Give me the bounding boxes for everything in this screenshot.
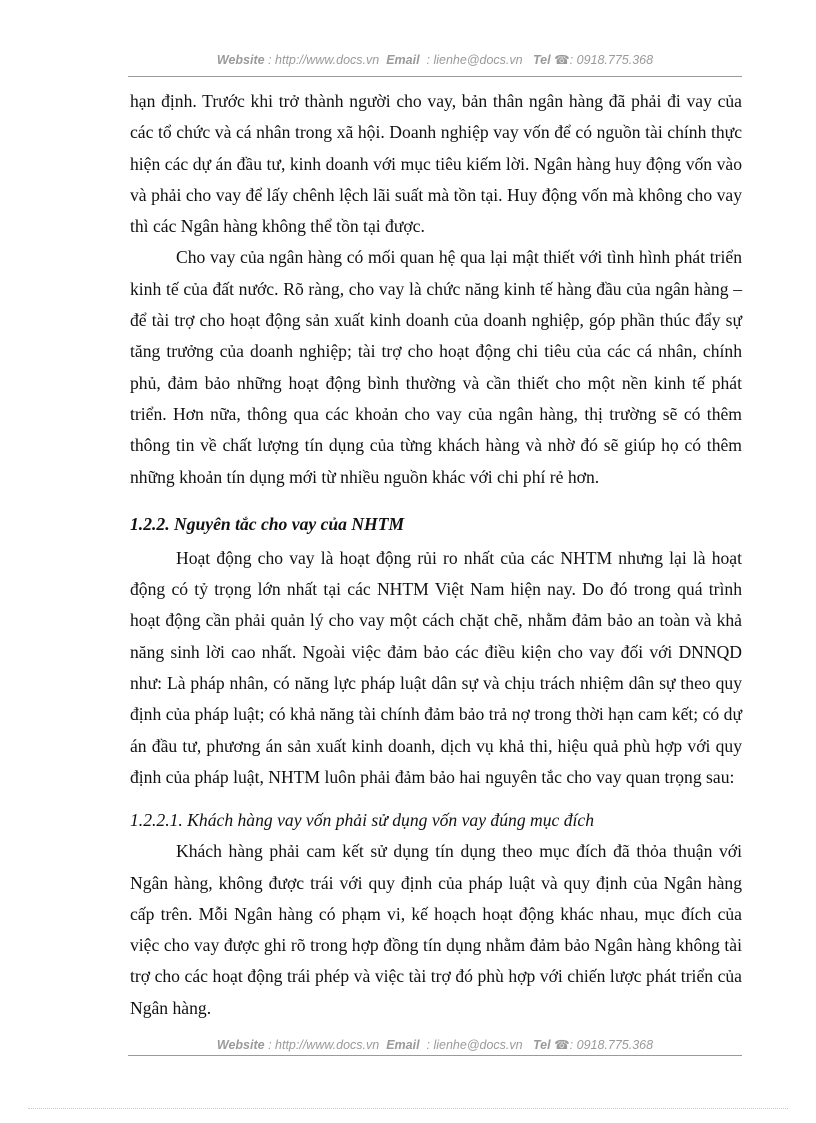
page-bottom-dotted-divider [28,1108,788,1109]
tel-value: ☎: 0918.775.368 [554,53,654,67]
website-label: Website [216,53,265,67]
page-footer [128,1037,742,1052]
footer-website-value: : http://www.docs.vn [268,1038,380,1052]
tel-label: Tel [533,53,551,67]
page-body [130,86,742,1024]
header-divider [128,76,742,77]
paragraph-4: Khách hàng phải cam kết sử dụng tín dụng theo mục đích đã thỏa thuận với Ngân hàng, không được trái với quy định của pháp luật và quy định của Ngân hàng cấp trên. Mỗi Ngân hàng có phạm vi, kế hoạch hoạt động khác nhau, mục đích của việc cho vay được ghi rõ trong hợp đồng tín dụng nhằm đảm bảo Ngân hàng không tài trợ cho các hoạt động trái phép và việc tài trợ đó phù hợp với chiến lược phát triển của Ngân hàng. [130,841,742,1018]
website-value: : http://www.docs.vn [268,53,380,67]
email-value: : lienhe@docs.vn [426,53,523,67]
subsection-heading-1-2-2-1: 1.2.2.1. Khách hàng vay vốn phải sử dụng vốn vay đúng mục đích [130,810,595,831]
footer-website-label: Website [216,1038,265,1052]
page-header [128,52,742,67]
email-label: Email [386,53,420,67]
footer-tel-label: Tel [533,1038,551,1052]
paragraph-2: Cho vay của ngân hàng có mối quan hệ qua lại mật thiết với tình hình phát triển kinh tế của đất nước. Rõ ràng, cho vay là chức năng kinh tế hàng đầu của ngân hàng – để tài trợ cho hoạt động sản xuất kinh doanh của doanh nghiệp, góp phần thúc đẩy sự tăng trưởng của doanh nghiệp; tài trợ cho hoạt động chi tiêu của các cá nhân, chính phủ, đảm bảo những hoạt động bình thường và cần thiết cho một nền kinh tế phát triển. Hơn nữa, thông qua các khoản cho vay của ngân hàng, thị trường sẽ có thêm thông tin về chất lượng tín dụng của từng khách hàng và nhờ đó sẽ giúp họ có thêm những khoản tín dụng mới từ nhiều nguồn khác với chi phí rẻ hơn. [130,247,742,487]
section-heading-1-2-2: 1.2.2. Nguyên tắc cho vay của NHTM [130,513,405,534]
footer-divider [128,1055,742,1056]
paragraph-3: Hoạt động cho vay là hoạt động rủi ro nhất của các NHTM nhưng lại là hoạt động có tỷ trọng lớn nhất tại các NHTM Việt Nam hiện nay. Do đó trong quá trình hoạt động cần phải quản lý cho vay một cách chặt chẽ, nhằm đảm bảo an toàn và khả năng sinh lời cao nhất. Ngoài việc đảm bảo các điều kiện cho vay đối với DNNQD như: Là pháp nhân, có năng lực pháp luật dân sự và chịu trách nhiệm dân sự theo quy định của pháp luật; có khả năng tài chính đảm bảo trả nợ trong thời hạn cam kết; có dự án đầu tư, phương án sản xuất kinh doanh, dịch vụ khả thi, hiệu quả phù hợp với quy định của pháp luật, NHTM luôn phải đảm bảo hai nguyên tắc cho vay quan trọng sau: [130,547,742,787]
paragraph-1: hạn định. Trước khi trở thành người cho vay, bản thân ngân hàng đã phải đi vay của các tổ chức và cá nhân trong xã hội. Doanh nghiệp vay vốn để có nguồn tài chính thực hiện các dự án đầu tư, kinh doanh với mục tiêu kiếm lời. Ngân hàng huy động vốn vào và phải cho vay để lấy chênh lệch lãi suất mà tồn tại. Huy động vốn mà không cho vay thì các Ngân hàng không thể tồn tại được. [130,91,742,237]
footer-tel-value: ☎: 0918.775.368 [554,1038,654,1052]
footer-email-label: Email [386,1038,420,1052]
footer-email-value: : lienhe@docs.vn [426,1038,523,1052]
